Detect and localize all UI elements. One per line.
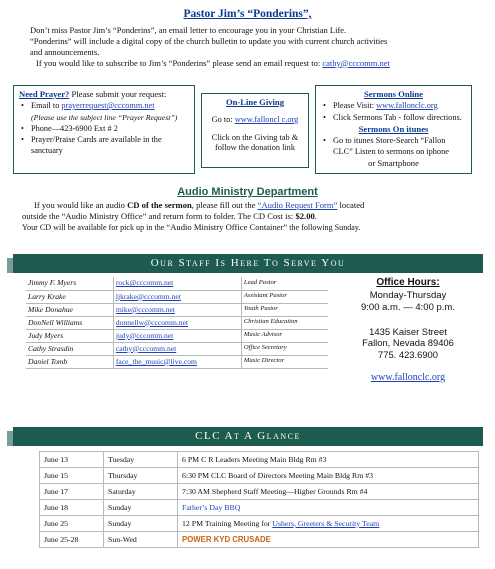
- address-street: 1435 Kaiser Street: [369, 326, 447, 338]
- prayer-email-link[interactable]: prayerrequest@cccomm.net: [61, 101, 155, 110]
- sermons-link[interactable]: www.fallonclc.org: [376, 101, 438, 110]
- ponderins-line-2: “Ponderins” will include a digital copy of the church bulletin to update you with current church activities: [30, 35, 388, 46]
- event-date: June 15: [40, 468, 104, 484]
- event-text: 6:30 PM CLC Board of Directors Meeting Main Bldg Rm #3: [182, 470, 374, 480]
- event-day: Sunday: [104, 500, 178, 516]
- event-row: [40, 484, 479, 500]
- event-text: 12 PM Training Meeting for: [182, 518, 273, 528]
- event-row: [40, 516, 479, 532]
- event-day: Thursday: [104, 468, 178, 484]
- staff-role: Music Director: [241, 355, 328, 368]
- office-info: [333, 277, 483, 385]
- sermons-itunes-item: • Go to itunes Store-Search “Fallon CLC” Listen to sermons on iphone: [321, 136, 466, 157]
- event-text: Father’s Day BBQ: [182, 502, 241, 512]
- prayer-cards-item: • Prayer/Praise Cards are available in the sanctuary: [19, 135, 189, 156]
- staff-name: Daniel Tomb: [26, 355, 113, 368]
- prayer-list-2: [19, 124, 189, 157]
- event-day: Sunday: [104, 516, 178, 532]
- sermons-itunes-title: Sermons On itunes: [358, 124, 429, 135]
- audio-line-1: If you would like an audio CD of the sermon, please fill out the “Audio Request Form” located: [34, 200, 365, 210]
- event-row: [40, 532, 479, 548]
- address-city: Fallon, Nevada 89406: [362, 337, 454, 349]
- prayer-box: [13, 85, 195, 174]
- event-link[interactable]: Ushers, Greeters & Security Team: [272, 518, 380, 528]
- giving-link[interactable]: www.falloncl c.org: [234, 115, 299, 124]
- staff-row: [26, 342, 328, 355]
- sermons-itunes-list: [321, 136, 466, 157]
- audio-line-2: outside the “Audio Ministry Office” and return form to folder. The CD Cost is: $2.00.: [22, 211, 317, 221]
- staff-role: Assistant Pastor: [241, 290, 328, 303]
- event-date: June 18: [40, 500, 104, 516]
- staff-role: Christian Education: [241, 316, 328, 329]
- staff-row: [26, 303, 328, 316]
- sermons-list: [321, 101, 466, 123]
- staff-email-cell: [113, 342, 241, 355]
- ponderins-text: [30, 25, 470, 69]
- staff-email-cell: [113, 329, 241, 342]
- prayer-email-item: • Email to prayerrequest@cccomm.net: [19, 101, 189, 112]
- staff-email-link[interactable]: donnellw@cccomm.net: [115, 317, 189, 327]
- event-description: [178, 500, 479, 516]
- sermons-online-title: Sermons Online: [364, 89, 423, 99]
- giving-title: On-Line Giving: [225, 97, 285, 107]
- staff-role: Youth Pastor: [241, 303, 328, 316]
- staff-row: [26, 329, 328, 342]
- audio-ministry-title: Audio Ministry Department: [177, 186, 318, 198]
- event-text: 6 PM C R Leaders Meeting Main Bldg Rm #3: [182, 454, 327, 464]
- ponderins-line-3: and announcements.: [30, 46, 100, 57]
- staff-email-link[interactable]: mike@cccomm.net: [115, 304, 175, 314]
- staff-name: Judy Myers: [26, 329, 113, 342]
- staff-row: [26, 355, 328, 368]
- office-hours: 9:00 a.m. — 4:00 p.m.: [361, 301, 455, 313]
- office-phone: 775. 423.6900: [378, 348, 438, 360]
- event-row: [40, 452, 479, 468]
- event-day: Saturday: [104, 484, 178, 500]
- ponderins-email-link[interactable]: cathy@cccomm.net: [322, 57, 390, 68]
- staff-name: DonNell Williams: [26, 316, 113, 329]
- event-date: June 25: [40, 516, 104, 532]
- event-row: [40, 500, 479, 516]
- office-days: Monday-Thursday: [369, 289, 447, 301]
- event-text: 7:30 AM Shepherd Staff Meeting—Higher Grounds Rm #4: [182, 486, 368, 496]
- office-address: [333, 326, 483, 360]
- event-description: [178, 532, 479, 548]
- event-description: [178, 468, 479, 484]
- sermons-itunes-end: or Smartphone: [368, 158, 419, 169]
- ponderins-title: Pastor Jim’s “Ponderins”,: [183, 8, 312, 20]
- staff-email-cell: [113, 303, 241, 316]
- staff-email-cell: [113, 355, 241, 368]
- staff-table: [26, 277, 328, 369]
- ponderins-line-1: Don’t miss Pastor Jim’s “Ponderins”, an email letter to encourage you in your Christian Life.: [30, 25, 347, 35]
- event-day: Tuesday: [104, 452, 178, 468]
- office-website-link[interactable]: www.fallonclc.org: [370, 371, 446, 383]
- staff-row: [26, 277, 328, 290]
- staff-row: [26, 290, 328, 303]
- giving-goto: Go to: www.falloncl c.org: [211, 115, 299, 124]
- staff-email-link[interactable]: cathy@cccomm.net: [115, 343, 177, 353]
- event-date: June 17: [40, 484, 104, 500]
- staff-role: Lead Pastor: [241, 277, 328, 290]
- audio-line-3: Your CD will be available for pick up in the “Audio Ministry Office Container” the following Sunday.: [22, 222, 361, 232]
- event-description: [178, 516, 479, 532]
- event-description: [178, 452, 479, 468]
- staff-email-cell: [113, 316, 241, 329]
- event-day: Sun-Wed: [104, 532, 178, 548]
- event-date: June 25-28: [40, 532, 104, 548]
- office-hours-title: Office Hours:: [376, 277, 440, 288]
- staff-name: Mike Donahue: [26, 303, 113, 316]
- staff-role: Music Advisor: [241, 329, 328, 342]
- audio-request-form-link[interactable]: “Audio Request Form”: [257, 200, 338, 210]
- staff-row: [26, 316, 328, 329]
- prayer-subject-note: (Please use the subject line “Prayer Request”): [31, 112, 178, 122]
- audio-ministry-text: [22, 200, 477, 233]
- events-banner: CLC At A Glance: [13, 427, 483, 446]
- staff-email-link[interactable]: judy@cccomm.net: [115, 330, 174, 340]
- sermons-visit-item: • Please Visit: www.fallonclc.org: [321, 101, 466, 112]
- events-table: [39, 451, 479, 548]
- staff-email-link[interactable]: face_the_music@live.com: [115, 356, 197, 366]
- staff-email-cell: [113, 277, 241, 290]
- staff-email-link[interactable]: ljkrake@cccomm.net: [115, 291, 181, 301]
- sermons-tab-item: • Click Sermons Tab - follow directions.: [321, 113, 466, 124]
- staff-banner: Our Staff Is Here To Serve You: [13, 254, 483, 273]
- event-row: [40, 468, 479, 484]
- prayer-phone-item: • Phone—423-6900 Ext # 2: [19, 124, 189, 135]
- event-date: June 13: [40, 452, 104, 468]
- prayer-heading: Need Prayer? Please submit your request:: [19, 89, 167, 99]
- staff-name: Cathy Strasdin: [26, 342, 113, 355]
- event-description: [178, 484, 479, 500]
- staff-name: Jimmy F. Myers: [26, 277, 113, 290]
- event-text: POWER KYD CRUSADE: [182, 534, 271, 544]
- prayer-list: [19, 101, 189, 112]
- sermons-box: [315, 85, 472, 174]
- ponderins-line-4: If you would like to subscribe to Jim’s “Ponderins” please send an email request to: cathy@cccomm.net: [36, 57, 390, 68]
- staff-email-cell: [113, 290, 241, 303]
- staff-role: Office Secretary: [241, 342, 328, 355]
- staff-name: Larry Krake: [26, 290, 113, 303]
- giving-box: [201, 93, 309, 168]
- giving-instructions: Click on the Giving tab & follow the donation link: [211, 132, 299, 153]
- staff-email-link[interactable]: rock@cccomm.net: [115, 278, 174, 288]
